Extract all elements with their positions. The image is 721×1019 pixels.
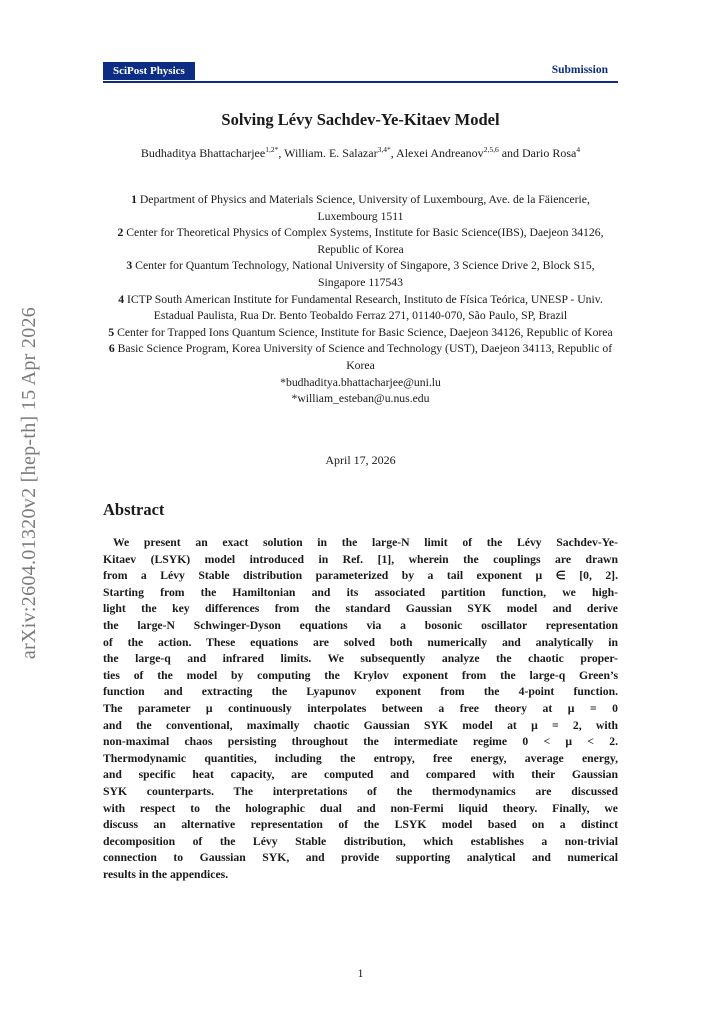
journal-header [103, 62, 618, 82]
abstract-line: Thermodynamic quantities, including the entropy, free energy, average energy, [103, 751, 618, 765]
abstract-line: ties of the model by computing the Krylov exponent from the large-q Green’s [103, 668, 618, 682]
abstract-body [103, 535, 618, 883]
author-affil-sup: 2,5,6 [483, 145, 499, 154]
author-name: , Alexei Andreanov [390, 146, 484, 160]
paper-date: April 17, 2026 [325, 453, 396, 467]
abstract-line: SYK counterparts. The interpretations of the thermodynamics are discussed [103, 784, 618, 798]
affiliation-text: Center for Quantum Technology, National University of Singapore, 3 Science Drive 2, Block S15, Singapore 117543 [135, 259, 595, 289]
abstract-line: and the conventional, maximally chaotic Gaussian SYK model at μ = 2, with [103, 718, 618, 732]
affiliation-number: 3 [126, 259, 133, 273]
abstract-line: Kitaev (LSYK) model introduced in Ref. [1], wherein the couplings are drawn [103, 552, 618, 566]
submission-label: Submission [551, 64, 608, 76]
author-list [103, 145, 618, 162]
author-affil-sup: 3,4* [377, 145, 391, 154]
author-email[interactable]: *budhaditya.bhattacharjee@uni.lu [280, 375, 441, 389]
author-email[interactable]: *william_esteban@u.nus.edu [291, 392, 430, 406]
abstract-line: non-maximal chaos persisting throughout the intermediate regime 0 < μ < 2. [103, 735, 618, 749]
affiliation-text: Center for Trapped Ions Quantum Science, Institute for Basic Science, Daejeon 34126, Republic of Korea [117, 325, 613, 339]
affiliation-text: Department of Physics and Materials Science, University of Luxembourg, Ave. de la Fäiencerie, Luxembourg 1511 [139, 193, 590, 223]
header-rule [103, 81, 618, 83]
abstract-line: with respect to the holographic dual and non-Fermi liquid theory. Finally, we [103, 801, 618, 815]
abstract-line: We present an exact solution in the large-N limit of the Lévy Sachdev-Ye- [113, 536, 618, 549]
abstract-heading: Abstract [103, 500, 165, 519]
abstract-line: connection to Gaussian SYK, and provide supporting analytical and numerical [103, 851, 618, 865]
author-affil-sup: 1,2* [265, 145, 279, 154]
abstract-line: Starting from the Hamiltonian and its associated partition function, we high- [103, 585, 618, 599]
abstract-line: light the key differences from the standard Gaussian SYK model and derive [103, 602, 618, 616]
email-block [103, 375, 618, 408]
affiliation-number: 2 [117, 226, 124, 240]
affiliation [103, 192, 618, 225]
author-name: , William. E. Salazar [278, 146, 378, 160]
affiliation [103, 292, 618, 325]
author-name: and Dario Rosa [498, 146, 577, 160]
affiliation-number: 6 [108, 342, 115, 356]
affiliation [103, 225, 618, 258]
affiliation [103, 258, 618, 291]
abstract-line: and specific heat capacity, are computed and compared with their Gaussian [103, 768, 618, 782]
author-name: Budhaditya Bhattacharjee [140, 146, 266, 160]
page-number: 1 [357, 966, 364, 980]
affiliation-number: 4 [118, 292, 125, 306]
abstract-line: function and extracting the Lyapunov exponent from the 4-point function. [103, 685, 618, 699]
author-affil-sup: 4 [576, 145, 581, 154]
abstract-line: of the action. These equations are solved both numerically and analytically in [103, 635, 618, 649]
journal-badge: SciPost Physics [103, 62, 195, 80]
affiliation-text: Center for Theoretical Physics of Complex Systems, Institute for Basic Science(IBS), Daejeon 34126, Republic of Korea [126, 226, 604, 256]
abstract-line: the large-q and infrared limits. We subsequently analyze the chaotic proper- [103, 652, 618, 666]
abstract-line: decomposition of the Lévy Stable distribution, which establishes a non-trivial [103, 834, 618, 848]
abstract-line: The parameter μ continuously interpolates between a free theory at μ = 0 [103, 701, 618, 715]
abstract-line: results in the appendices. [103, 867, 229, 881]
affiliation-text: ICTP South American Institute for Fundamental Research, Instituto de Física Teórica, UNESP - Univ. Estadual Paulista, Rua Dr. Bento Teobaldo Ferraz 271, 01140-070, São Paulo, SP, Brazil [126, 292, 603, 323]
paper-title: Solving Lévy Sachdev-Ye-Kitaev Model [221, 110, 500, 129]
abstract-line: the large-N Schwinger-Dyson equations via a bosonic oscillator representation [103, 618, 618, 632]
affiliation-list [103, 192, 618, 408]
affiliation-text: Basic Science Program, Korea University of Science and Technology (UST), Daejeon 34113, Republic of Korea [117, 342, 613, 372]
arxiv-stamp: arXiv:2604.01320v2 [hep-th] 15 Apr 2026 [18, 306, 40, 660]
affiliation-number: 5 [108, 325, 115, 339]
affiliation [103, 325, 618, 342]
affiliation [103, 341, 618, 374]
affiliation-number: 1 [131, 193, 137, 206]
abstract-line: from a Lévy Stable distribution parameterized by a tail exponent μ ∈ [0, 2]. [103, 569, 618, 583]
abstract-line: discuss an alternative representation of the LSYK model based on a distinct [103, 818, 618, 832]
